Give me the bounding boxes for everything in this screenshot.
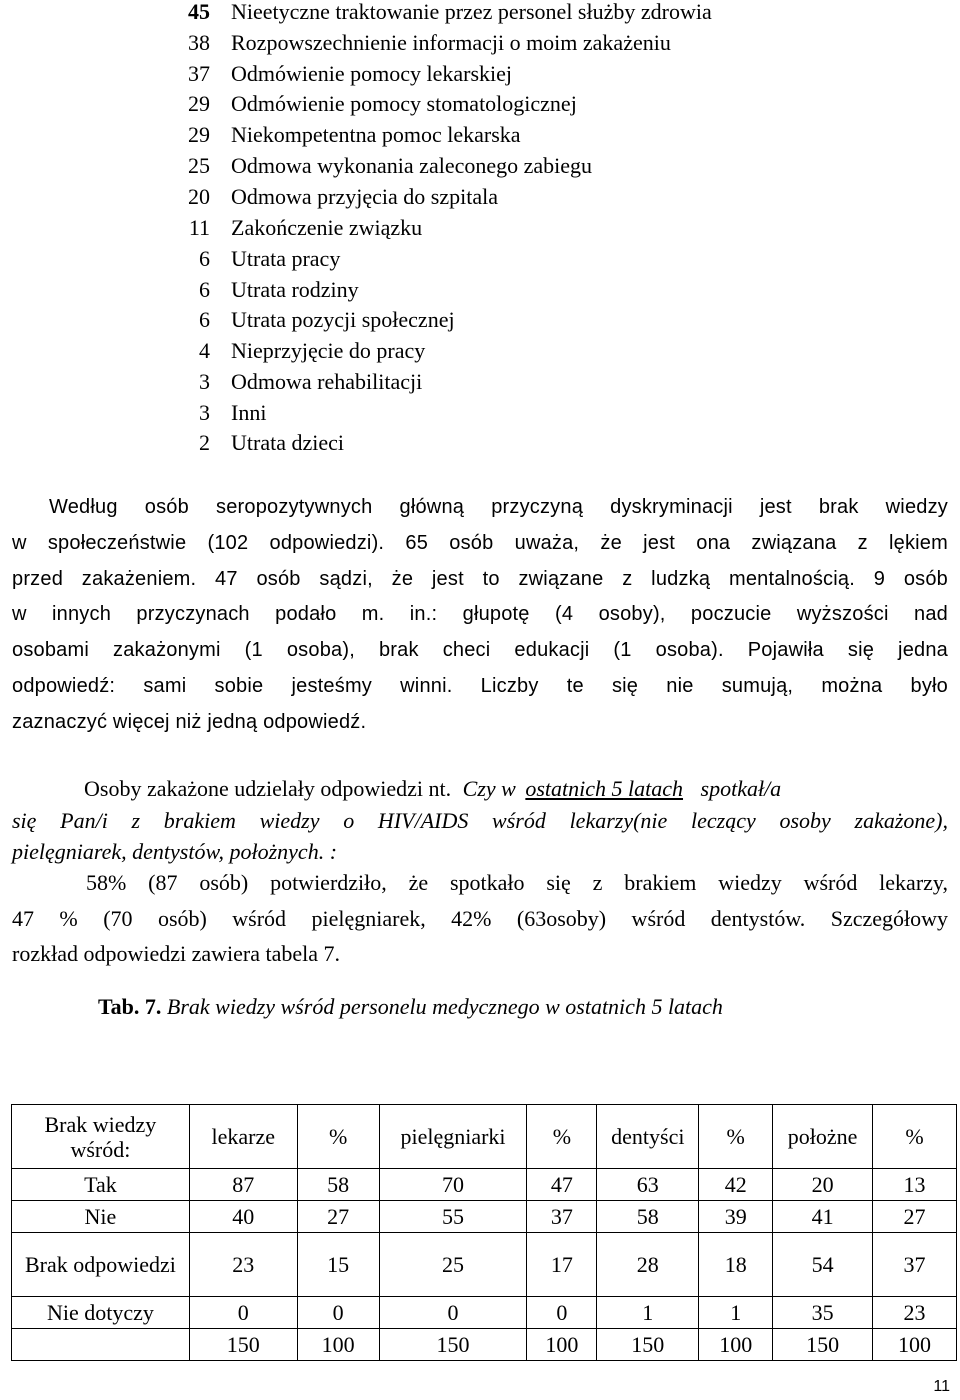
- list-item-count: 6: [199, 246, 210, 271]
- list-item-count: 6: [199, 277, 210, 302]
- list-item-label: Niekompetentna pomoc lekarska: [231, 122, 521, 147]
- table-header-cell: położne: [773, 1105, 873, 1169]
- question-text: spotkał/a: [700, 776, 782, 801]
- list-item-count: 45: [188, 0, 210, 24]
- table-cell: 54: [773, 1233, 873, 1297]
- table-cell: 27: [297, 1201, 379, 1233]
- paragraph-line: odpowiedź: sami sobie jesteśmy winni. Liczby te się nie sumują, można było: [12, 675, 948, 697]
- table-cell: 0: [189, 1297, 297, 1329]
- table-cell: 0: [297, 1297, 379, 1329]
- list-item-count: 3: [199, 400, 210, 425]
- paragraph-line: 47 % (70 osób) wśród pielęgniarek, 42% (63osoby) wśród dentystów. Szczegółowy: [12, 906, 948, 931]
- list-item-label: Utrata rodziny: [231, 277, 359, 302]
- list-item-count: 2: [199, 430, 210, 455]
- table-row: [12, 1233, 957, 1297]
- list-item-label: Zakończenie związku: [231, 215, 423, 240]
- list-item-label: Utrata dzieci: [231, 430, 344, 455]
- table-header-cell: %: [297, 1105, 379, 1169]
- list-item-label: Utrata pracy: [231, 246, 341, 271]
- table-cell: 23: [189, 1233, 297, 1297]
- table-cell: 0: [527, 1297, 597, 1329]
- table-caption-label: Tab. 7.: [98, 994, 162, 1019]
- table-cell: 100: [699, 1329, 773, 1361]
- table-cell: [12, 1329, 190, 1361]
- paragraph-line: w innych przyczynach podało m. in.: głupotę (4 osoby), poczucie wyższości nad: [12, 603, 948, 625]
- table-header-cell: %: [699, 1105, 773, 1169]
- table-header-cell: lekarze: [189, 1105, 297, 1169]
- table-cell: 1: [597, 1297, 699, 1329]
- table-header-cell: dentyści: [597, 1105, 699, 1169]
- list-item-label: Odmowa przyjęcia do szpitala: [231, 184, 498, 209]
- table-cell: 41: [773, 1201, 873, 1233]
- table-cell: 87: [189, 1169, 297, 1201]
- table-cell: 58: [597, 1201, 699, 1233]
- table-cell: 150: [189, 1329, 297, 1361]
- question-intro: Osoby zakażone udzielały odpowiedzi nt.: [84, 776, 452, 801]
- table-cell: 1: [699, 1297, 773, 1329]
- table-cell: 63: [597, 1169, 699, 1201]
- table-cell: 13: [873, 1169, 957, 1201]
- table-cell: 39: [699, 1201, 773, 1233]
- table-cell: 37: [873, 1233, 957, 1297]
- list-item-label: Rozpowszechnienie informacji o moim zakażeniu: [231, 30, 671, 55]
- table-total-row: [12, 1329, 957, 1361]
- paragraph-line: w społeczeństwie (102 odpowiedzi). 65 osób uważa, że jest ona związana z lękiem: [12, 532, 948, 554]
- paragraph-line: [84, 776, 948, 802]
- table-cell: 17: [527, 1233, 597, 1297]
- table-cell: Tak: [12, 1169, 190, 1201]
- table-cell: 25: [379, 1233, 527, 1297]
- paragraph-line: pielęgniarek, dentystów, położnych. :: [12, 839, 338, 864]
- table-cell: 150: [379, 1329, 527, 1361]
- table-cell: 150: [773, 1329, 873, 1361]
- list-item-label: Odmówienie pomocy stomatologicznej: [231, 91, 577, 116]
- table-cell: 0: [379, 1297, 527, 1329]
- list-item-count: 3: [199, 369, 210, 394]
- table-cell: 28: [597, 1233, 699, 1297]
- table-row: [12, 1169, 957, 1201]
- list-item-count: 37: [188, 61, 210, 86]
- table-cell: Nie dotyczy: [12, 1297, 190, 1329]
- table-cell: 100: [527, 1329, 597, 1361]
- question-text: Czy w: [462, 776, 516, 801]
- table-header-row: [12, 1105, 957, 1169]
- table-header-cell: pielęgniarki: [379, 1105, 527, 1169]
- table-cell: 18: [699, 1233, 773, 1297]
- table-cell: 42: [699, 1169, 773, 1201]
- paragraph-line: zaznaczyć więcej niż jedną odpowiedź.: [12, 711, 367, 733]
- table-row: [12, 1201, 957, 1233]
- knowledge-gap-table: [11, 1104, 957, 1361]
- table-cell: 70: [379, 1169, 527, 1201]
- paragraph-line: rozkład odpowiedzi zawiera tabela 7.: [12, 941, 341, 966]
- table-header-cell: Brak wiedzy wśród:: [12, 1105, 190, 1169]
- table-cell: 15: [297, 1233, 379, 1297]
- table-caption-title: Brak wiedzy wśród personelu medycznego w ostatnich 5 latach: [166, 994, 723, 1019]
- table-cell: 27: [873, 1201, 957, 1233]
- table-cell: 58: [297, 1169, 379, 1201]
- list-item-label: Inni: [231, 400, 267, 425]
- table-row: [12, 1297, 957, 1329]
- list-item-label: Nieprzyjęcie do pracy: [231, 338, 426, 363]
- table-header-cell: %: [527, 1105, 597, 1169]
- table-caption: [98, 994, 723, 1020]
- list-item-label: Odmowa wykonania zaleconego zabiegu: [231, 153, 593, 178]
- table-cell: 150: [597, 1329, 699, 1361]
- list-item-count: 4: [199, 338, 210, 363]
- paragraph-line: przed zakażeniem. 47 osób sądzi, że jest to związane z ludzką mentalnością. 9 osób: [12, 568, 948, 590]
- paragraph-line: Według osób seropozytywnych główną przyczyną dyskryminacji jest brak wiedzy: [49, 496, 948, 518]
- table-cell: 20: [773, 1169, 873, 1201]
- list-item-label: Odmówienie pomocy lekarskiej: [231, 61, 513, 86]
- table-cell: Nie: [12, 1201, 190, 1233]
- paragraph-line: osobami zakażonymi (1 osoba), brak checi edukacji (1 osoba). Pojawiła się jedna: [12, 639, 948, 661]
- list-item-label: Nieetyczne traktowanie przez personel służby zdrowia: [231, 0, 712, 24]
- list-item-count: 6: [199, 307, 210, 332]
- list-item-count: 25: [188, 153, 210, 178]
- table-header-cell: %: [873, 1105, 957, 1169]
- list-item-count: 29: [188, 91, 210, 116]
- question-emphasis: ostatnich 5 latach: [525, 776, 684, 801]
- list-item-label: Odmowa rehabilitacji: [231, 369, 423, 394]
- table-cell: 100: [873, 1329, 957, 1361]
- table-cell: 23: [873, 1297, 957, 1329]
- list-item-label: Utrata pozycji społecznej: [231, 307, 455, 332]
- list-item-count: 11: [188, 215, 210, 240]
- list-item-count: 29: [188, 122, 210, 147]
- paragraph-line: się Pan/i z brakiem wiedzy o HIV/AIDS wśród lekarzy(nie leczący osoby zakażone),: [12, 808, 948, 833]
- table-cell: 40: [189, 1201, 297, 1233]
- table-cell: Brak odpowiedzi: [12, 1233, 190, 1297]
- page-number: 11: [933, 1378, 950, 1395]
- table-cell: 55: [379, 1201, 527, 1233]
- table-cell: 35: [773, 1297, 873, 1329]
- table-cell: 47: [527, 1169, 597, 1201]
- list-item-count: 38: [188, 30, 210, 55]
- table-cell: 37: [527, 1201, 597, 1233]
- paragraph-line: 58% (87 osób) potwierdziło, że spotkało się z brakiem wiedzy wśród lekarzy,: [86, 870, 948, 895]
- list-item-count: 20: [188, 184, 210, 209]
- table-cell: 100: [297, 1329, 379, 1361]
